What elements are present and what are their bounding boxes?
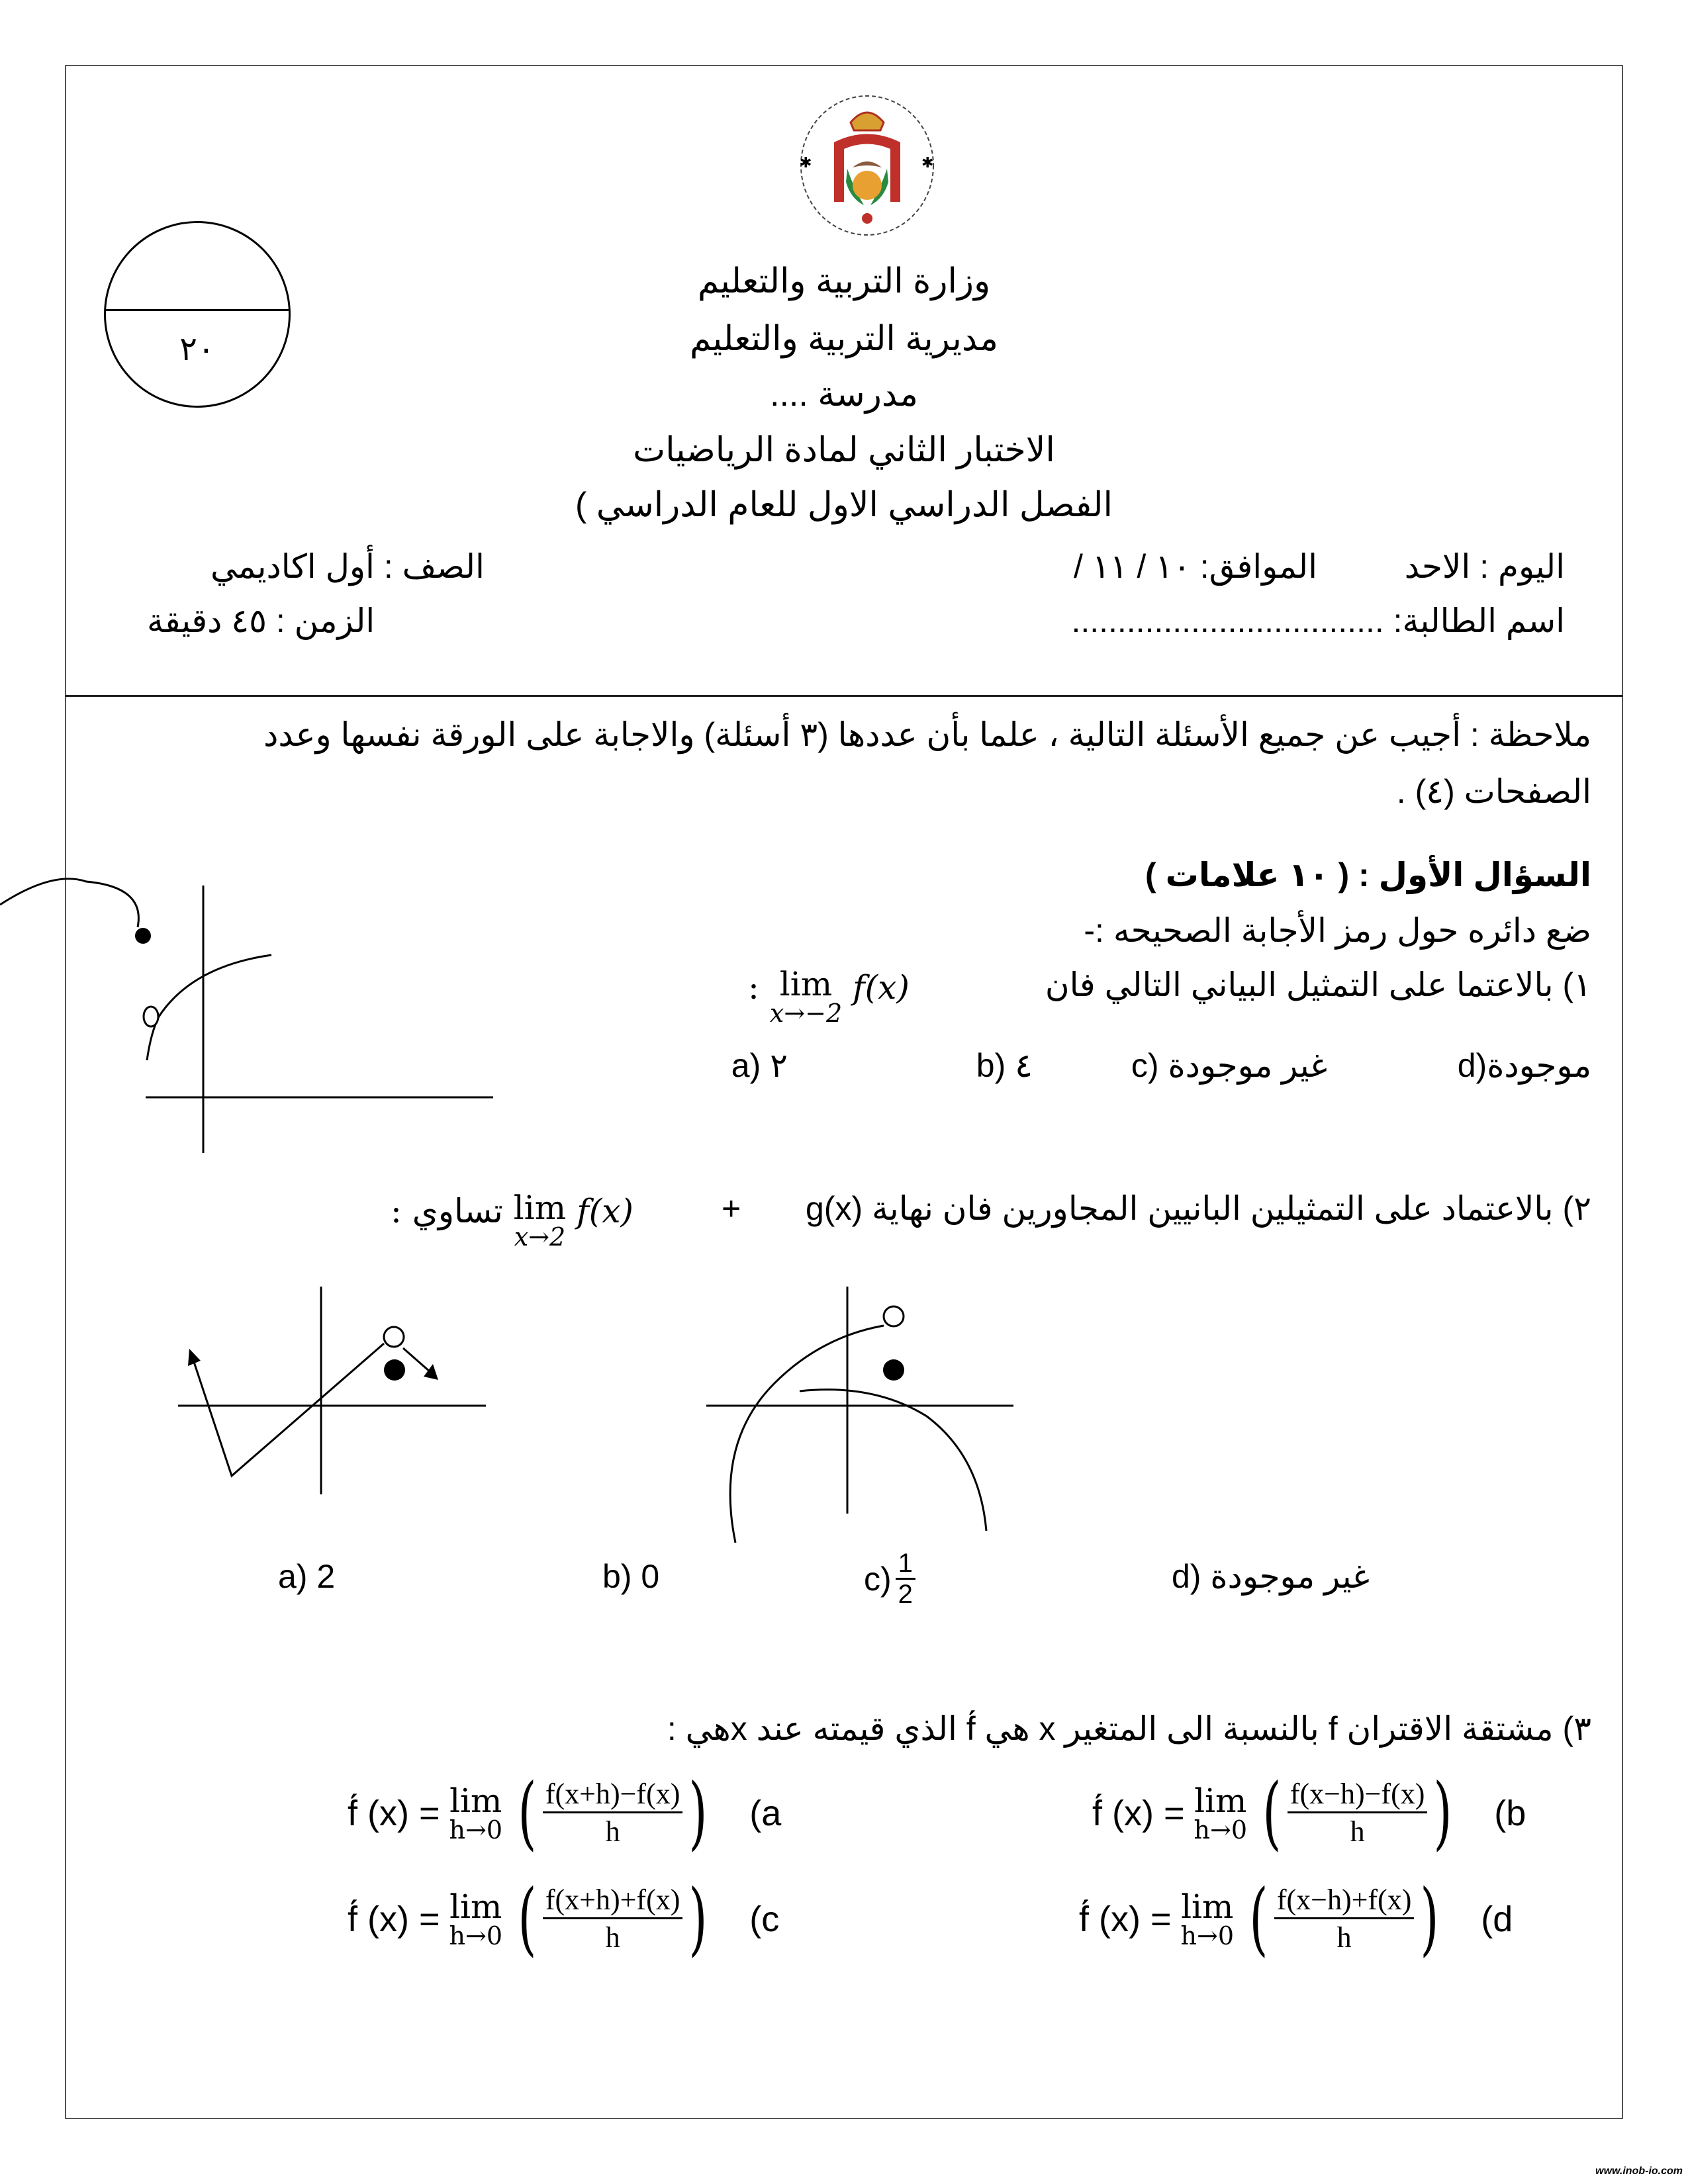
denominator: h <box>1350 1815 1365 1848</box>
graph2a-open-point <box>384 1327 404 1347</box>
option-letter: (a <box>749 1794 782 1833</box>
formula-lim: lim h→0 <box>449 1888 503 1950</box>
item2-graph-g <box>675 1244 1072 1549</box>
student-name-field[interactable]: اسم الطالبة: .................................. <box>1071 602 1565 639</box>
school-name: مدرسة .... <box>770 375 918 414</box>
watermark: www.inob-io.com <box>1595 2165 1683 2177</box>
graph2a-arrow-right <box>424 1364 438 1380</box>
emblem-crown <box>851 113 884 130</box>
emblem-star <box>862 213 872 224</box>
numerator: f(x+h)−f(x) <box>543 1777 683 1813</box>
time-label: الزمن : ٤٥ دقيقة <box>147 602 375 639</box>
numerator: f(x−h)+f(x) <box>1274 1883 1415 1919</box>
formula-lim: lim h→0 <box>1180 1888 1235 1950</box>
item2-option-a[interactable]: a) 2 <box>278 1558 336 1595</box>
emblem-eagle <box>853 161 882 167</box>
item2-suffix: تساوي : <box>391 1192 503 1230</box>
item2-option-c-letter: c) <box>864 1560 892 1598</box>
item2-lim-sub: x→2 <box>514 1222 566 1251</box>
directorate-title: مديرية التربية والتعليم <box>690 320 998 358</box>
graph2a-closed-point <box>384 1359 405 1381</box>
option-letter: (b <box>1494 1794 1526 1833</box>
formula-fraction: ( $\frac{f(x-h)+f(x)}{h}$ ) <box>1249 1873 1439 1965</box>
score-total: ٢٠ <box>179 330 215 367</box>
emblem-star-left: ✱ <box>800 154 812 171</box>
item1-graph <box>0 847 530 1165</box>
item2-lim <box>514 1191 566 1250</box>
formula-fraction: ( $\frac{f(x+h)+f(x)}{h}$ ) <box>518 1873 708 1965</box>
item2-option-c-fraction <box>896 1549 915 1609</box>
ministry-title: وزارة التربية والتعليم <box>697 262 991 300</box>
item2-fx: f(x) <box>577 1192 633 1230</box>
score-divider <box>106 309 289 311</box>
item1-option-b[interactable]: b) ٤ <box>976 1047 1033 1084</box>
question1-title: السؤال الأول : ( ١٠ علامات ) <box>1145 856 1591 893</box>
note-line-1: ملاحظة : أجيب عن جميع الأسئلة التالية ، علما بأن عددها (٣ أسئلة) والاجابة على الورقة نفسها وعدد <box>263 716 1591 753</box>
numerator: f(x+h)+f(x) <box>543 1883 683 1919</box>
formula-lhs: f́ (x) = <box>1079 1899 1172 1939</box>
item2-option-d[interactable]: d) غير موجودة <box>1172 1558 1370 1595</box>
fraction-numerator: 1 <box>896 1549 915 1580</box>
graph2b-curve-upper <box>730 1326 884 1543</box>
item2-option-c[interactable] <box>864 1549 915 1609</box>
item2-option-b[interactable]: b) 0 <box>602 1558 660 1595</box>
item1-fx: f(x) <box>853 968 910 1007</box>
date-label: الموافق: ١٠ / ١١ / <box>1073 548 1317 585</box>
item1-option-a[interactable]: a) ٢ <box>731 1047 788 1084</box>
header-divider <box>65 695 1623 697</box>
item1-lim-word: lim <box>779 965 833 1003</box>
option-letter: (d <box>1481 1899 1513 1939</box>
formula-lhs: f́ (x) = <box>348 1899 440 1939</box>
graph2b-closed-point <box>883 1359 904 1381</box>
item1-prompt: ١) بالاعتما على التمثيل البياني التالي فان <box>1045 966 1591 1003</box>
graph1-curve-lower <box>147 955 271 1060</box>
item1-lim-sub: x→−2 <box>769 999 843 1028</box>
item1-limit-expr <box>748 965 910 1028</box>
item1-lim <box>769 965 843 1028</box>
item1-option-c[interactable]: c) غير موجودة <box>1131 1047 1327 1084</box>
formula-lim: lim h→0 <box>449 1782 503 1844</box>
note-line-2: الصفحات (٤) . <box>1396 773 1591 810</box>
fraction-denominator: 2 <box>898 1580 913 1609</box>
numerator: f(x−h)−f(x) <box>1288 1777 1428 1813</box>
emblem-shield <box>853 171 882 200</box>
formula-fraction: ( $\frac{f(x+h)-f(x)}{h}$ ) <box>518 1767 708 1859</box>
jordan-emblem-logo <box>794 89 940 242</box>
graph2a-ray <box>403 1348 430 1372</box>
graph2b-open-point <box>884 1306 904 1326</box>
graph1-closed-point <box>135 928 151 944</box>
item1-option-d[interactable]: d)موجودة <box>1457 1047 1591 1084</box>
emblem-star-right: ✱ <box>921 154 934 171</box>
semester-title: الفصل الدراسي الاول للعام الدراسي ) <box>575 486 1113 524</box>
question1-instruction: ضع دائره حول رمز الأجابة الصحيحه :- <box>1084 912 1591 949</box>
day-label: اليوم : الاحد <box>1404 548 1565 585</box>
item2-lim-word: lim <box>513 1189 567 1227</box>
formula-lim: lim h→0 <box>1194 1782 1248 1844</box>
graph2a-line <box>194 1343 384 1476</box>
item3-option-d[interactable] <box>1079 1873 1513 1965</box>
exam-title: الاختبار الثاني لمادة الرياضيات <box>633 431 1055 469</box>
item3-option-a[interactable] <box>348 1767 782 1859</box>
option-letter: (c <box>749 1899 780 1939</box>
item2-graph-f <box>159 1244 556 1496</box>
denominator: h <box>605 1815 620 1848</box>
formula-lhs: f́ (x) = <box>348 1794 440 1833</box>
item3-prompt: ٣) مشتقة الاقتران f بالنسبة الى المتغير x هي f́ الذي قيمته عند xهي : <box>667 1710 1591 1747</box>
item3-option-b[interactable] <box>1092 1767 1526 1859</box>
item3-option-c[interactable] <box>348 1873 780 1965</box>
denominator: h <box>605 1921 620 1954</box>
item2-limit-expr <box>391 1191 633 1250</box>
item1-colon: : <box>748 968 759 1007</box>
item2-prompt: ٢) بالاعتماد على التمثيلين البانيين المجاورين فان نهاية (g(x <box>805 1190 1591 1227</box>
formula-fraction: ( $\frac{f(x-h)-f(x)}{h}$ ) <box>1262 1767 1452 1859</box>
denominator: h <box>1336 1921 1352 1954</box>
grade-label: الصف : أول اكاديمي <box>211 548 485 585</box>
formula-lhs: f́ (x) = <box>1092 1794 1185 1833</box>
graph1-open-point <box>144 1007 158 1026</box>
graph2b-curve-lower <box>800 1390 986 1531</box>
item2-plus: + <box>722 1190 741 1227</box>
graph1-curve-upper <box>0 879 138 927</box>
